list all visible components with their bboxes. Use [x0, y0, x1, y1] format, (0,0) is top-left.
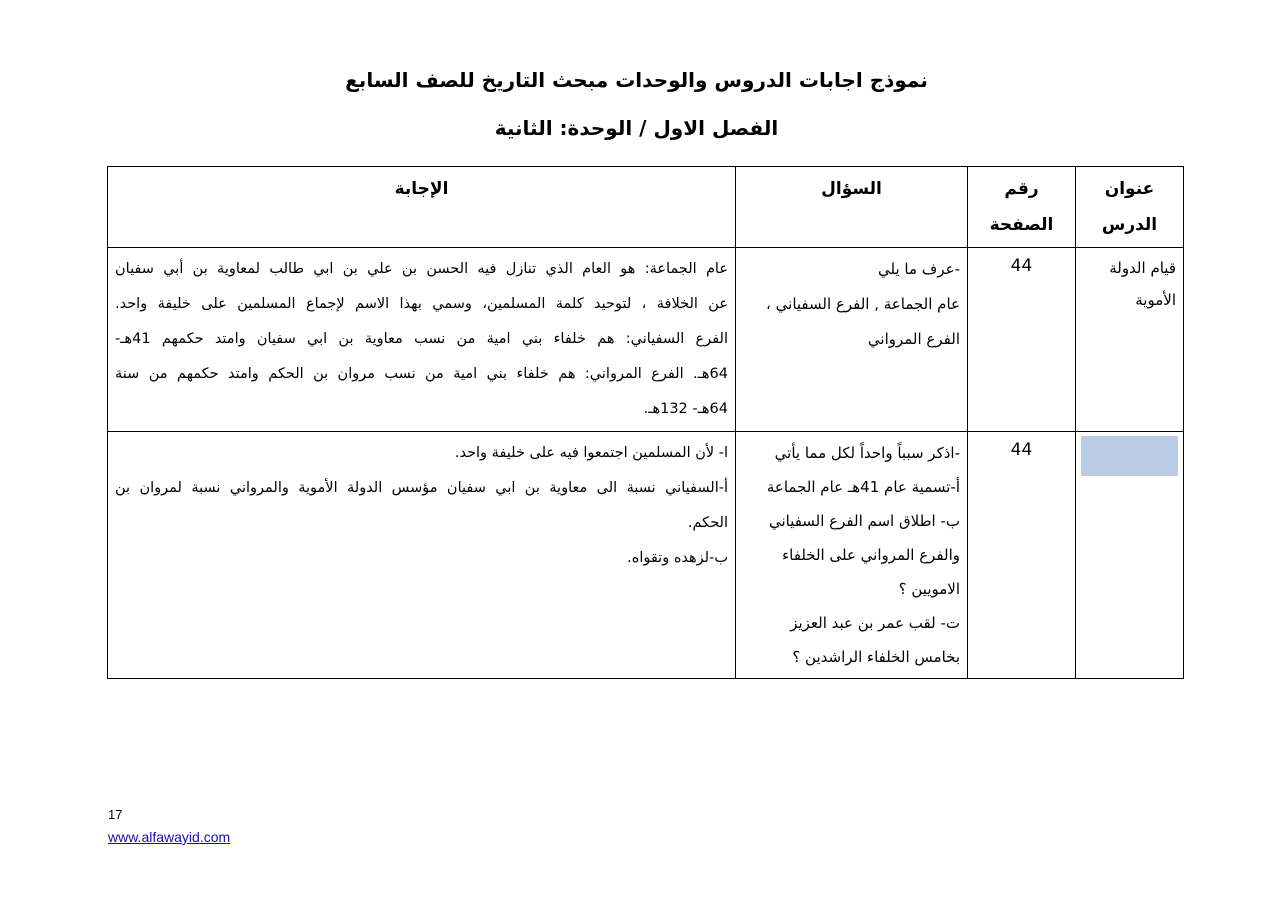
page-title: نموذج اجابات الدروس والوحدات مبحث التاريخ للصف السابع — [345, 68, 928, 92]
page-number-cell: 44 — [968, 432, 1076, 679]
question-cell: -اذكر سبباً واحداً لكل مما يأتي أ-تسمية عام 41هـ عام الجماعة ب- اطلاق اسم الفرع السفياني والفرع المرواني على الخلفاء الامويين ؟ ت- لقب عمر بن عبد العزيز بخامس الخلفاء الراشدين ؟ — [736, 432, 968, 679]
header-lesson-title: عنوان الدرس — [1076, 167, 1184, 248]
lesson-title-cell — [1076, 432, 1184, 679]
highlighted-empty-cell — [1081, 436, 1178, 476]
answer-cell: عام الجماعة: هو العام الذي تنازل فيه الحسن بن علي بن ابي طالب لمعاوية بن أبي سفيان عن الخلافة ، لتوحيد كلمة المسلمين، وسمي بهذا الاسم لإجماع المسلمين على خليفة واحد. الفرع السفياني: هم خلفاء بني امية من نسب معاوية بن ابي سفيان وامتد حكمهم 41هـ- 64هـ. الفرع المرواني: هم خلفاء بني امية من نسب مروان بن الحكم وامتد حكمهم من سنة 64هـ- 132هـ. — [108, 248, 736, 432]
page-number-cell: 44 — [968, 248, 1076, 432]
unit-subtitle: الفصل الاول / الوحدة: الثانية — [494, 116, 779, 140]
answers-table — [107, 166, 1184, 679]
header-answer: الإجابة — [108, 167, 736, 248]
header-question: السؤال — [736, 167, 968, 248]
footer-website-link[interactable]: www.alfawayid.com — [108, 829, 231, 845]
answer-cell: ا- لأن المسلمين اجتمعوا فيه على خليفة واحد. أ-السفياني نسبة الى معاوية بن ابي سفيان مؤسس الدولة الأموية والمرواني نسبة لمروان بن الحكم. ب-لزهده وتقواه. — [108, 432, 736, 679]
table-row — [108, 432, 1184, 679]
header-page-number: رقم الصفحة — [968, 167, 1076, 248]
lesson-title-cell: قيام الدولة الأموية — [1076, 248, 1184, 432]
question-cell: -عرف ما يلي عام الجماعة , الفرع السفياني ، الفرع المرواني — [736, 248, 968, 432]
footer-page-number: 17 — [108, 807, 123, 822]
table-row — [108, 248, 1184, 432]
table-header-row — [108, 167, 1184, 248]
